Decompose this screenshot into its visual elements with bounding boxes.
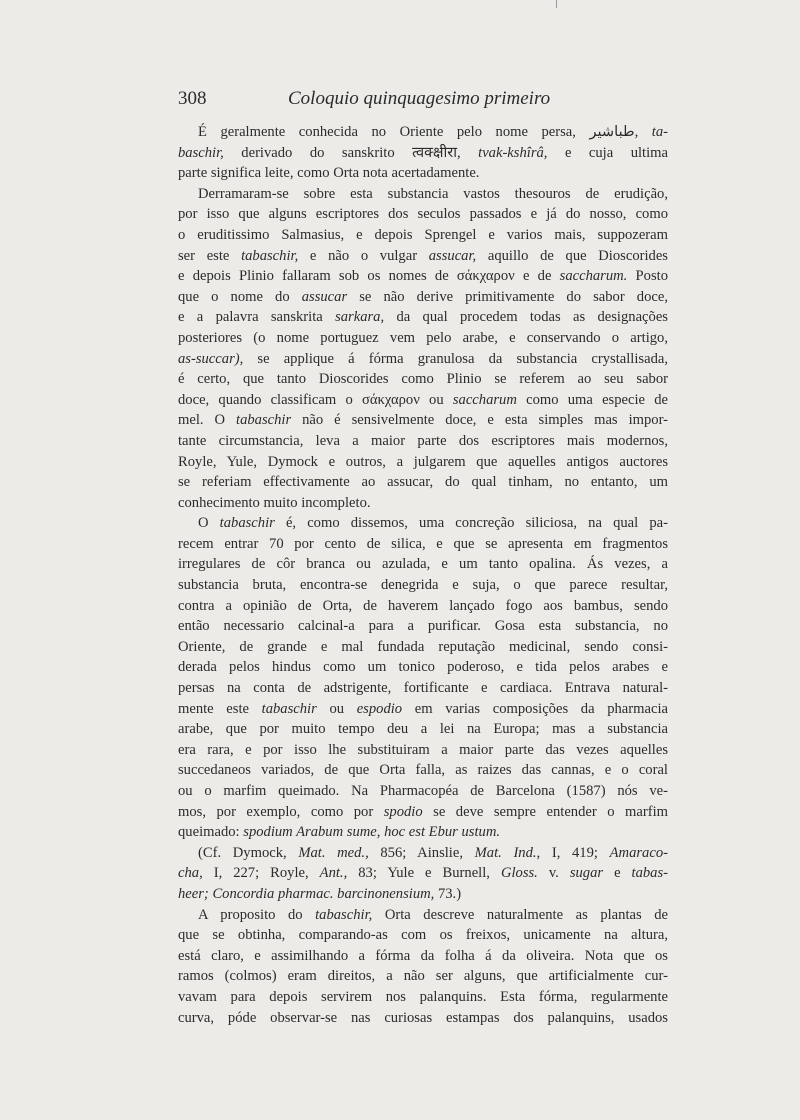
text-segment: (Cf. Dymock, bbox=[198, 844, 299, 861]
text-line bbox=[178, 554, 668, 575]
text-segment: é, como dissemos, uma concreção siliciosa, na qual pa- bbox=[274, 515, 668, 532]
text-segment: Orta descreve naturalmente as plantas de bbox=[372, 906, 668, 923]
italic-segment: Mat. med., bbox=[298, 844, 369, 861]
text-segment: e a palavra sanskrita bbox=[178, 309, 336, 326]
text-segment: derivado do sanskrito bbox=[223, 144, 413, 161]
text-line bbox=[178, 390, 668, 411]
text-line bbox=[178, 452, 668, 473]
text-segment: vavam para depois servirem nos palanquins. Esta fórma, regularmente bbox=[178, 988, 668, 1005]
text-line bbox=[178, 987, 668, 1008]
text-segment: como uma especie de bbox=[516, 391, 669, 408]
text-segment: doce, quando classificam o bbox=[178, 391, 362, 408]
text-line bbox=[178, 884, 668, 905]
text-segment: Posto bbox=[627, 268, 668, 285]
text-line bbox=[178, 143, 668, 164]
text-segment: então necessario calcinal-a para a purificar. Gosa esta substancia, no bbox=[178, 618, 668, 635]
italic-segment: Amaraco- bbox=[609, 844, 668, 861]
text-segment: I, 227; Royle, bbox=[202, 865, 320, 882]
text-segment: derada pelos hindus como um tonico poderoso, e tida pelos arabes e bbox=[178, 659, 668, 676]
italic-segment: ta- bbox=[651, 124, 669, 140]
text-line bbox=[178, 822, 668, 843]
text-segment: conhecimento muito incompleto. bbox=[178, 494, 371, 511]
text-line bbox=[178, 1008, 668, 1029]
text-line bbox=[178, 472, 668, 493]
text-segment: ser este bbox=[178, 247, 242, 264]
text-line bbox=[178, 843, 668, 864]
text-segment: Royle, Yule, Dymock e outros, a julgarem que aquelles antigos auctores bbox=[178, 453, 668, 470]
text-segment: σάκχαρον bbox=[456, 268, 515, 285]
italic-segment: tabaschir bbox=[261, 700, 317, 717]
text-line bbox=[178, 513, 668, 534]
text-segment: aquillo de que Dioscorides bbox=[476, 247, 668, 264]
italic-segment: spodium Arabum sume, hoc est Ebur ustum. bbox=[243, 824, 501, 841]
text-segment: ou bbox=[419, 391, 453, 408]
text-segment: se não derive primitivamente do sabor doce, bbox=[347, 288, 668, 305]
text-segment: irregulares de côr branca ou azulada, e um tanto opalina. Ás vezes, a bbox=[178, 556, 668, 573]
text-line bbox=[178, 637, 668, 658]
text-segment: que se obtinha, comparando-as com os freixos, unicamente na altura, bbox=[178, 927, 668, 944]
text-segment: posteriores (o nome portuguez vem pelo arabe, e conservando o artigo, bbox=[178, 329, 668, 346]
text-line bbox=[178, 863, 668, 884]
scan-mark bbox=[556, 0, 557, 8]
running-title: Coloquio quinquagesimo primeiro bbox=[288, 88, 551, 109]
text-line bbox=[178, 575, 668, 596]
text-segment: Derramaram-se sobre esta substancia vastos thesouros de erudição, bbox=[198, 185, 668, 202]
italic-segment: tabaschir, bbox=[315, 906, 373, 923]
text-line bbox=[178, 678, 668, 699]
text-line bbox=[178, 246, 668, 267]
text-segment: mos, por exemplo, como por bbox=[178, 803, 384, 820]
text-line bbox=[178, 493, 668, 514]
text-segment: se referiam effectivamente ao assucar, do qual tinham, no entanto, um bbox=[178, 474, 668, 491]
text-segment: I, 419; bbox=[540, 844, 610, 861]
text-line bbox=[178, 699, 668, 720]
text-line bbox=[178, 781, 668, 802]
text-segment: e bbox=[603, 865, 632, 882]
text-line bbox=[178, 616, 668, 637]
text-line bbox=[178, 225, 668, 246]
text-line bbox=[178, 431, 668, 452]
text-line bbox=[178, 328, 668, 349]
text-segment: se applique á fórma granulosa da substancia crystallisada, bbox=[243, 350, 668, 367]
text-segment: ou bbox=[316, 700, 357, 717]
italic-segment: assucar, bbox=[428, 247, 477, 264]
text-segment: tante circumstancia, leva a maior parte dos escriptores mais modernos, bbox=[178, 432, 668, 449]
text-segment: O bbox=[198, 515, 220, 532]
text-segment: e depois Plinio fallaram sob os nomes de bbox=[178, 268, 457, 285]
text-line bbox=[178, 946, 668, 967]
text-line bbox=[178, 307, 668, 328]
italic-segment: spodio bbox=[383, 803, 423, 820]
italic-segment: tabaschir bbox=[236, 412, 292, 429]
text-segment: succedaneos variados, de que Orta falla, as raizes das cannas, e o coral bbox=[178, 762, 668, 779]
italic-segment: Mat. Ind., bbox=[474, 844, 541, 861]
italic-segment: tabaschir, bbox=[241, 247, 299, 264]
text-line bbox=[178, 760, 668, 781]
italic-segment: saccharum bbox=[452, 391, 517, 408]
text-line bbox=[178, 966, 668, 987]
text-segment: queimado: bbox=[178, 824, 244, 841]
text-line bbox=[178, 802, 668, 823]
text-segment: está claro, e assimilhando a fórma da folha á da oliveira. Nota que os bbox=[178, 947, 668, 964]
text-segment: persas na conta de adstrigente, fortificante e cardiaca. Entrava natural- bbox=[178, 680, 668, 697]
text-line bbox=[178, 905, 668, 926]
text-line bbox=[178, 266, 668, 287]
text-segment: e cuja ultima bbox=[547, 144, 668, 161]
italic-segment: as-succar), bbox=[178, 350, 244, 367]
text-segment: arabe, que por muito tempo deu a lei na Europa; mas a substancia bbox=[178, 721, 668, 738]
text-segment: parte significa leite, como Orta nota acertadamente. bbox=[178, 165, 480, 182]
italic-segment: sarkara, bbox=[335, 309, 385, 326]
text-segment: 73.) bbox=[434, 885, 462, 902]
text-segment: , bbox=[634, 124, 652, 140]
italic-segment: assucar bbox=[301, 288, 348, 305]
text-segment: e não o vulgar bbox=[298, 247, 429, 264]
text-line bbox=[178, 719, 668, 740]
text-segment: A proposito do bbox=[198, 906, 316, 923]
text-line bbox=[178, 534, 668, 555]
italic-segment: cha, bbox=[178, 865, 203, 882]
text-segment: ramos (colmos) eram direitos, a não ser alguns, que artificialmente cur- bbox=[178, 968, 668, 985]
text-segment: é certo, que tanto Dioscorides como Plinio se referem ao seu sabor bbox=[178, 371, 668, 388]
text-segment: 83; Yule e Burnell, bbox=[347, 865, 501, 882]
italic-segment: tvak-kshîrâ, bbox=[478, 144, 548, 161]
text-line bbox=[178, 349, 668, 370]
italic-segment: sugar bbox=[569, 865, 604, 882]
page-number: 308 bbox=[178, 88, 207, 109]
italic-segment: Ant., bbox=[319, 865, 348, 882]
text-segment: não é sensivelmente doce, e esta simples mas impor- bbox=[291, 412, 668, 429]
text-segment: em varias composições da pharmacia bbox=[402, 700, 668, 717]
text-segment: se deve sempre entender o marfim bbox=[422, 803, 668, 820]
text-segment: ou o marfim queimado. Na Pharmacopéa de Barcelona (1587) nós ve- bbox=[178, 783, 668, 799]
italic-segment: tabaschir bbox=[219, 515, 275, 532]
text-segment: por isso que alguns escriptores dos seculos passados e já do nosso, como bbox=[178, 206, 668, 223]
text-line bbox=[178, 287, 668, 308]
text-line bbox=[178, 163, 668, 184]
text-segment: mel. O bbox=[178, 412, 237, 429]
text-segment: mente este bbox=[178, 700, 262, 717]
running-header bbox=[178, 88, 668, 112]
text-line bbox=[178, 369, 668, 390]
text-line bbox=[178, 184, 668, 205]
italic-segment: espodio bbox=[356, 700, 403, 717]
text-segment: 856; Ainslie, bbox=[368, 844, 475, 861]
text-segment: substancia bruta, encontra-se denegrida e suja, o que parece resultar, bbox=[178, 577, 668, 594]
text-segment: σάκχαρον bbox=[361, 391, 420, 408]
text-segment: Oriente, de grande e mal fundada reputação medicinal, sendo consi- bbox=[178, 638, 668, 655]
text-segment: É geralmente conhecida no Oriente pelo nome persa, bbox=[198, 124, 590, 140]
body-text bbox=[178, 122, 668, 1028]
text-segment: طباشير bbox=[589, 124, 635, 140]
italic-segment: saccharum. bbox=[559, 268, 628, 285]
text-line bbox=[178, 204, 668, 225]
text-line bbox=[178, 596, 668, 617]
italic-segment: baschir, bbox=[178, 144, 224, 161]
text-segment: contra a opinião de Orta, de haverem lançado fogo aos bambus, sendo bbox=[178, 597, 668, 614]
text-segment: o eruditissimo Salmasius, e depois Sprengel e varios mais, suppozeram bbox=[178, 226, 668, 243]
italic-segment: heer; Concordia pharmac. barcinonensium, bbox=[178, 885, 435, 902]
text-segment: recem entrar 70 por cento de silica, e que se apresenta em fragmentos bbox=[178, 535, 668, 552]
italic-segment: tabas- bbox=[631, 865, 669, 882]
text-segment: era rara, e por isso lhe substituiram a maior parte das vezes aquelles bbox=[178, 741, 668, 758]
text-segment: v. bbox=[537, 865, 570, 882]
text-line bbox=[178, 410, 668, 431]
italic-segment: Gloss. bbox=[500, 865, 538, 882]
text-segment: , bbox=[457, 144, 479, 161]
text-segment: que o nome do bbox=[178, 288, 302, 305]
text-segment: त्वक्क्षीरा bbox=[412, 144, 457, 161]
text-segment: da qual procedem todas as designações bbox=[384, 309, 668, 326]
text-line bbox=[178, 925, 668, 946]
text-line bbox=[178, 740, 668, 761]
text-line bbox=[178, 122, 668, 143]
text-segment: curva, póde observar-se nas curiosas estampas dos palanquins, usados bbox=[178, 1009, 668, 1026]
text-line bbox=[178, 657, 668, 678]
text-segment: e de bbox=[514, 268, 560, 285]
